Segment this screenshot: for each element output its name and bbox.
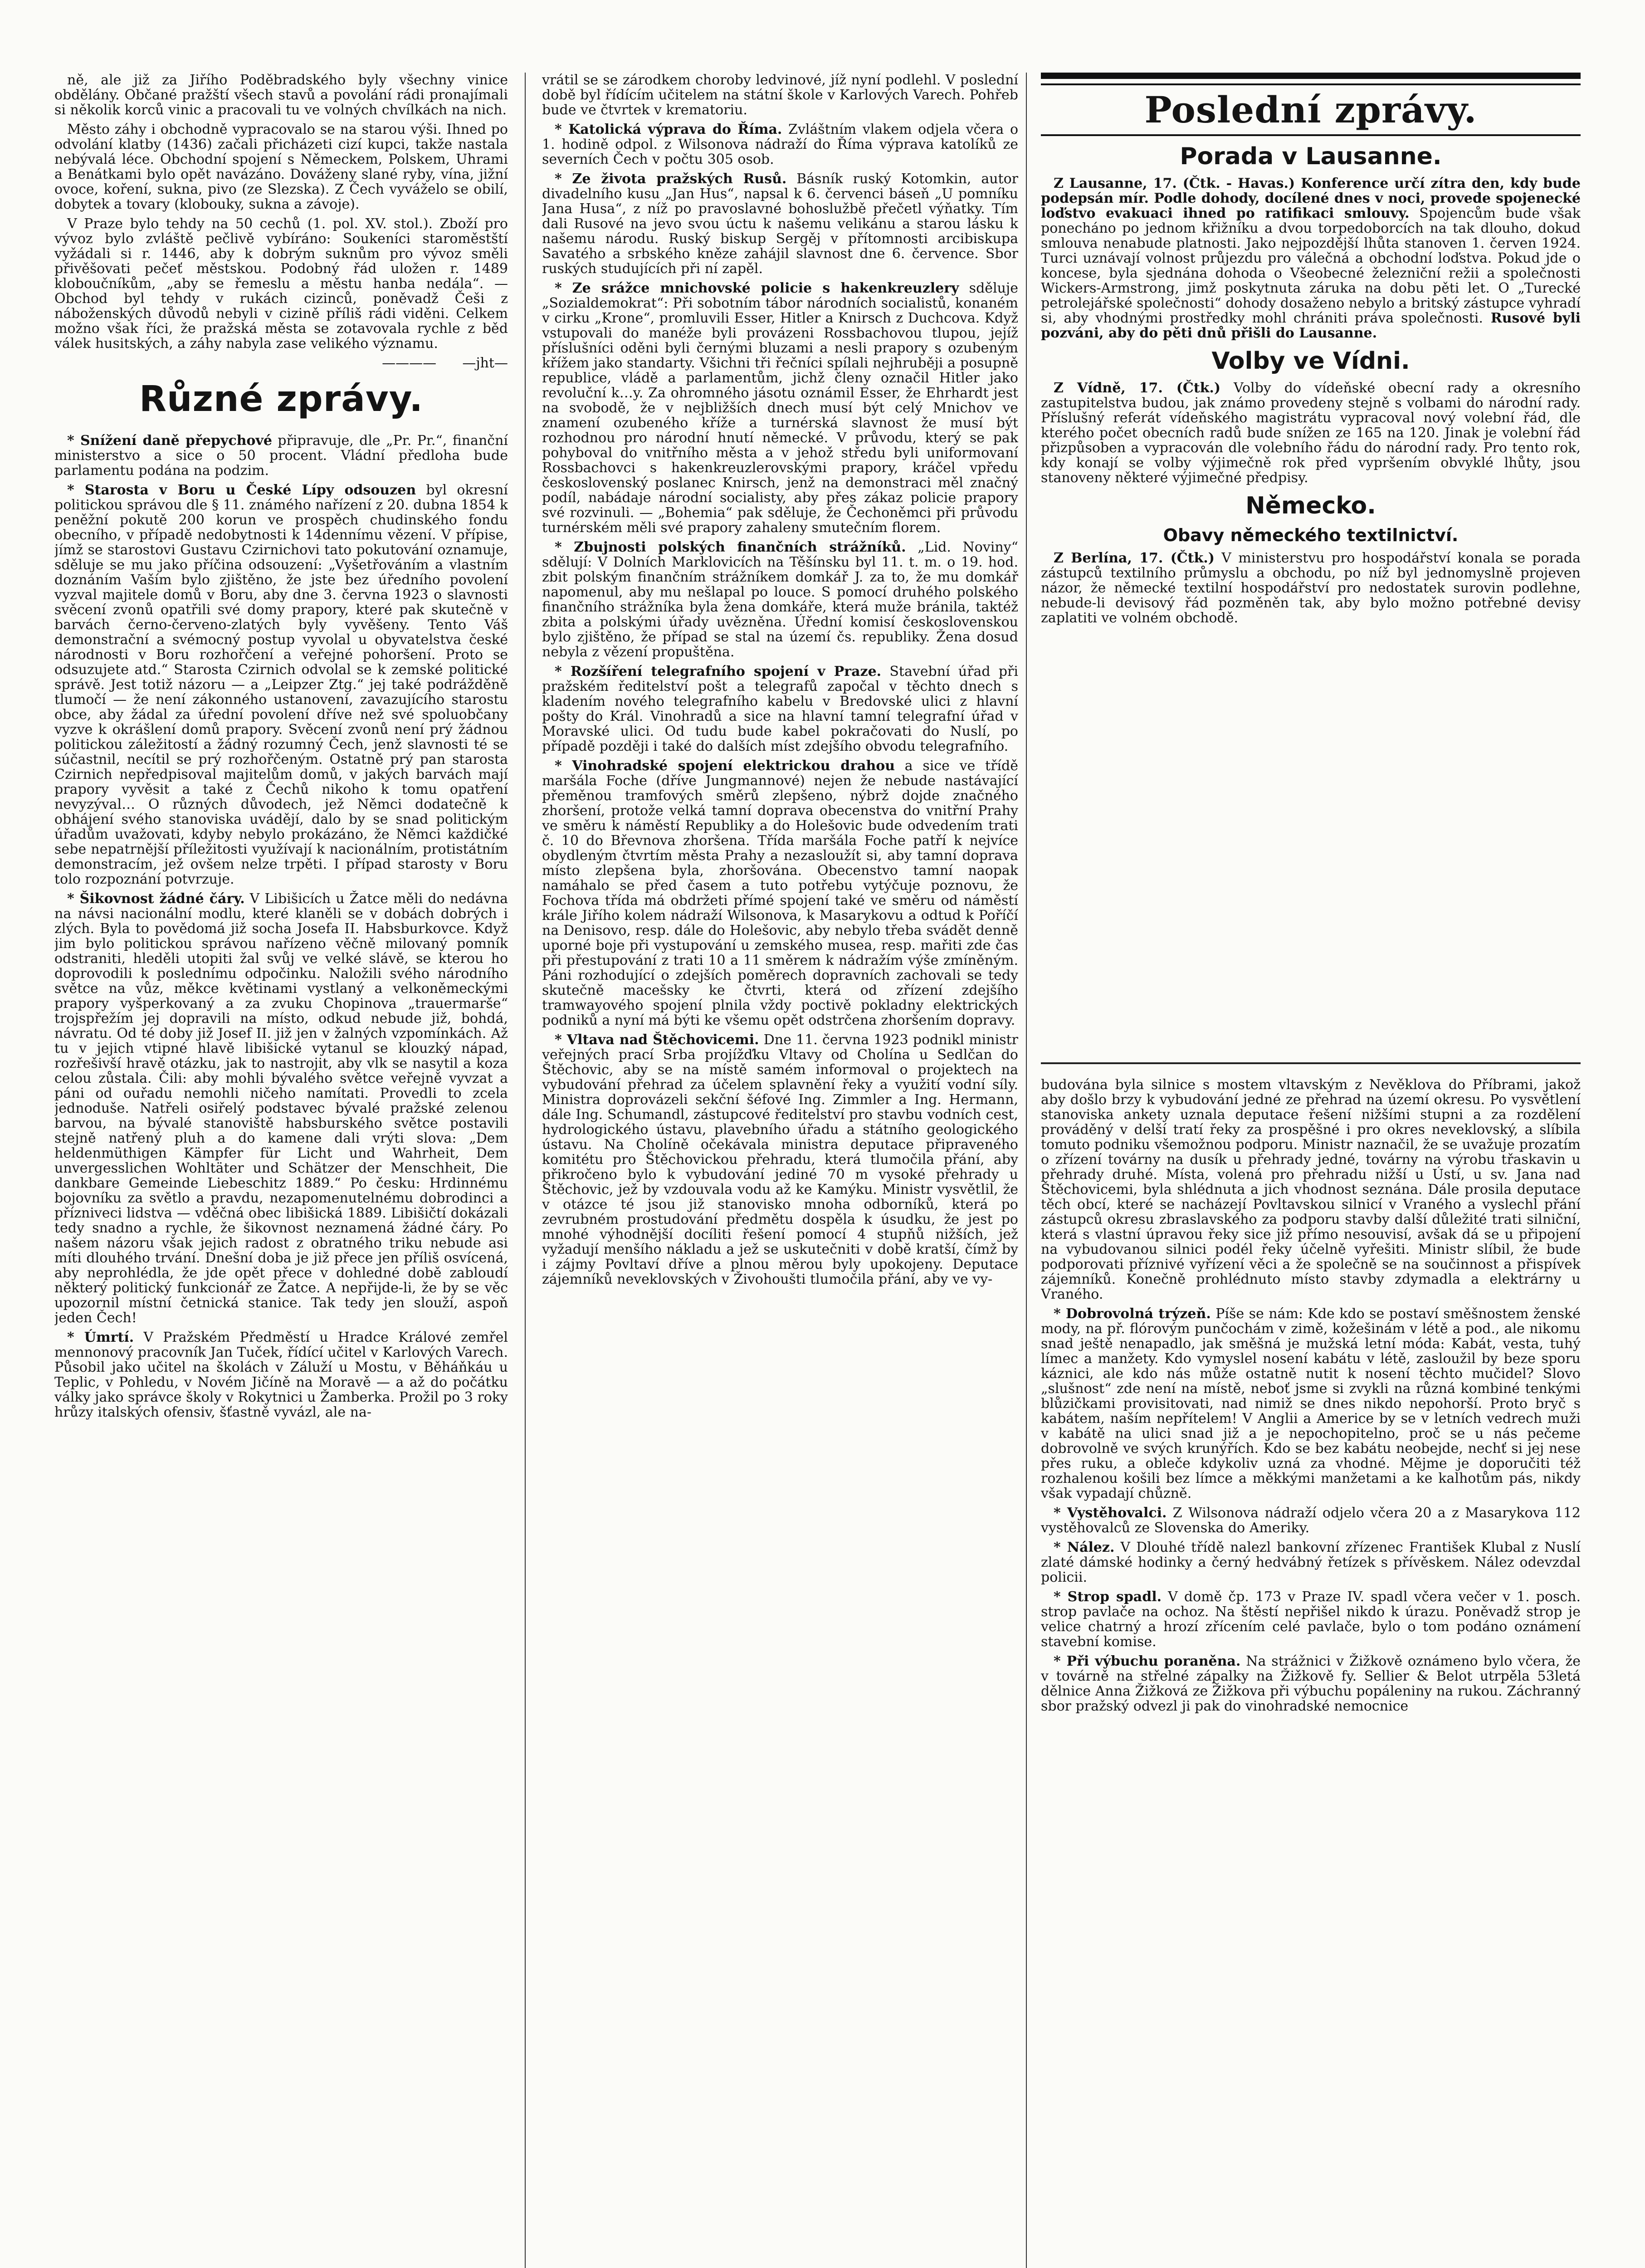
dispatch-text: Volby do vídeňské obecní rady a okresního zastupitelstva budou, jak známo provedeny stejně s volbami do národní rady. Příslušný referát vídeňského magistrátu vypracoval nový volební řád, dle kterého počet obecních radů bude snížen ze 165 na 120. Jinak je volební řád přizpůsoben a vypracován dle volebního řádu do národní rady. Pro tento rok, kdy konají se volby výjimečně rok před vypršením obvyklé lhůty, jsou stanoveny některé výjimečné předpisy. <box>1041 380 1581 486</box>
news-item-lead: * Dobrovolná trýzeň. <box>1054 1306 1211 1322</box>
news-item-text: Na strážnici v Žižkově oznámeno bylo včera, že v továrně na střelné zápalky na Žižkově fy. Sellier & Belot utrpěla 53letá dělnice Anna Žižková ze Žižkova při výbuchu popáleniny na rukou. Záchranný sbor pražský odvezl ji pak do vinohradské nemocnice <box>1041 1653 1581 1714</box>
history-paragraph: V Praze bylo tehdy na 50 cechů (1. pol. XV. stol.). Zboží pro vývoz bylo zvláště pečlivě vybíráno: Soukeníci staroměstští vyžádali si r. 1446, aby k dobrým suknům pro vývoz směli přivěšovati pečeť městskou. Podobný řád uložen r. 1489 kloboučníkům, „aby se řemeslu a městu hanba nedála“. — Obchod byl tehdy v rukách cizinců, poněvadž Češi z náboženských důvodů nebyli v cizině příliš rádi viděni. Celkem možno však říci, že pražská města se zotavovala rychle z běd válek husitských, a záhy nabyla zase velikého významu. <box>54 216 508 352</box>
news-item-text: byl okresní politickou správou dle § 11. známého nařízení z 20. dubna 1854 k peněžní pokutě 200 korun ve prospěch chudinského fondu obecního, v případě nedobytnosti k 14dennímu vězení. V přípise, jímž se starostovi Gustavu Czirnichovi tato pokutování oznamuje, sděluje se mu jako příčina odsouzení: „Vyšetřováním a vlastním doznáním Vaším bylo zjištěno, že jste bez úředního povolení vyzval majitele domů v Boru, aby dne 3. června 1923 o slavnosti svěcení zvonů opatřili své domy prapory, které pak skutečně v barvách černo-červeno-zlatých byly vyvěšeny. Tento Váš demonstrační a svémocný postup vyvolal u obyvatelstva české národnosti v Boru rozhořčení a veřejné pohoršení. Proto se odsuzujete atd.“ Starosta Czirnich odvolal se k zemské politické správě. Jest totiž názoru — a „Leipzer Ztg.“ jej také podrážděně tlumočí — že není zákonného ustanovení, zavazujícího starostu obce, aby žádal za úřední povolení dříve než své spoluobčany vyzve k okrášlení domů prapory. Svěcení zvonů není prý žádnou politickou záležitostí a žádný rozumný Čech, jenž slavnosti té se súčastnil, necítil se prý rozhořčeným. Ostatně prý pan starosta Czirnich nepředpisoval majitelům domů, v jakých barvách mají prapory vyvěsit a také z Čechů nikoho k tomu opatření nevyzýval… O různých důvodech, jež Němci dodatečně k obhájení svého stanoviska uvádějí, dalo by se snad politickým úřadům uvažovati, kdyby nebylo prokázáno, že Němci každičké sebe nepatrnější příležitosti využívají k nacionálním, protistátním demonstracím, jež ovšem nelze trpěti. I případ starosty v Boru tolo rozpoznání potvrzuje. <box>54 482 508 887</box>
dispatch-bold-text: Konference určí zítra den, kdy bude podepsán mír. Podle dohody, docílené dnes v noci, provede spojenecké loďstvo evakuaci ihned po ratifikaci smlouvy. <box>1041 176 1581 221</box>
news-item <box>542 758 1018 1028</box>
news-item-lead: * Katolická výprava do Říma. <box>555 122 782 137</box>
news-item <box>542 540 1018 660</box>
news-item-lead: * Úmrtí. <box>67 1330 134 1345</box>
masthead-underline <box>1041 134 1581 136</box>
news-item-lead: * Ze srážce mnichovské policie s hakenkreuzlery <box>555 280 959 296</box>
latest-news-masthead: Poslední zprávy. <box>1144 88 1477 131</box>
news-item-text: Píše se nám: Kde kdo se postaví směšnostem ženské mody, na př. flórovým punčochám v zimě, kožešinám v létě a pod., ale nikomu snad ještě nenapadlo, jak směšná je mužská letní móda: Kabát, vesta, tuhý límec a manžety. Kdo vymyslel nosení kabátu v létě, zasloužil by beze sporu káznici, ale kdo nás může ostatně nutit k nosení těchto mučidel? Slovo „slušnost“ zde není na místě, neboť jsme si zvykli na různá kombiné tenkými blůzičkami provisitovati, nad nimiž se dnes nikdo nepohorší. Proto bryč s kabátem, naším nepřítelem! V Anglii a Americe by se v letních vedrech muži v kabátě na ulici snad již a je nepochopitelno, proč se u nás pečeme dobrovolně ve svých krunýřích. Kdo se bez kabátu neobejde, nechť si jej nese přes ruku, a obleče kdykoliv uzná za vhodné. Mějme je doporučiti též rozhalenou košili bez límce a měkkými manžetami a ke kalhotům pás, nikdy však vypadají chůzně. <box>1041 1306 1581 1501</box>
news-item-text: a sice ve třídě maršála Foche (dříve Jungmannové) nejen že nebude nastávající přeměnou tramfových směrů zlepšeno, nýbrž dojde značného zhoršení, protože velká tamní doprava obecenstva do vnitřní Prahy ve směru k náměstí Republiky a do Holešovic bude odvedením trati č. 10 do Břevnova zhoršena. Třída maršála Foche patří k nejvíce obydleným čtvrtím města Prahy a nezasloužít si, aby tamní doprava místo zlepšena byla, zhoršována. Obecenstvo tamní naopak namáhalo se před časem a tuto potřebu vytýčuje poznovu, že Fochova třída má obdržeti přímé spojení také ve směru od náměstí krále Jiřího kolem nádraží Wilsonova, k Masarykovu a odtud k Poříčí na Denisovo, resp. dále do Holešovic, aby nebylo třeba svádět denně uporné boje při vystupování u zemského musea, resp. mařiti zde čas při přestupování z trati 10 a 11 směrem k nádražím výše zmíněným. Páni rozhodující o zdejších poměrech dopravních zachovali se tedy skutečně macešsky ke čtvrti, která od zřízení zdejšího tramwayového spojení plnila vždy poctivě pokladny elektrických podniků a nyní má býti ke všemu opět odstrčena zhoršením dopravy. <box>542 758 1018 1028</box>
column-1 <box>54 73 508 2268</box>
news-item <box>1041 1654 1581 1714</box>
continued-text: budována byla silnice s mostem vltavským z Nevěklova do Příbrami, jakož aby došlo brzy k vybudování jedné ze přehrad na území okresu. Po vysvětlení stanoviska ankety uznala deputace řešení nižšími stupni a za rozdělení prováděný v delší tratí řeky za prospěšné i pro okres neveklovský, a slíbila tomuto podniku všemožnou podporu. Ministr naznačil, že se uvažuje prozatím o zřízení továrny na dusík u přehrady jedné, továrny na výrobu třaskavin u přehrady druhé. Místa, volená pro přehradu nižší u Ústí, u sv. Jana nad Štěchovicemi, byla shlédnuta a jich vhodnost seznána. Dále prosila deputace těch obcí, které se nacházejí Povltavskou silnicí v Vraného a vyslechl přání zástupců okresu zbraslavského za podporu stavby další důležité trati silniční, která s vlastní úpravou řeky sice již přímo nesouvisí, avšak dá se u připojení na vybudovanou silnici podél řeky účelně vyřešiti. Ministr slíbil, že bude podporovati příznivé vyřízení věci a že společně se na součinnost a přispívek zájemníků. Konečně prohlédnuto místo stavby zdymadla a elektrárny u Vraného. <box>1041 1077 1581 1302</box>
dispatch-bold-text: Rusové byli pozváni, aby do pěti dnů přišli do Lausanne. <box>1041 310 1581 341</box>
dispatch-dateline: Z Vídně, 17. (Čtk.) <box>1054 380 1221 396</box>
news-item-text: Z Wilsonova nádraží odjelo včera 20 a z Masarykova 112 vystěhovalců ze Slovenska do Ameriky. <box>1041 1505 1581 1536</box>
news-item-text: Stavební úřad při pražském ředitelství pošt a telegrafů započal v těchto dnech s kladením nového telegrafního kabelu v Bredovské ulici z hlavní pošty do Král. Vinohradů a sice na hlavní tamní telegrafní úřad v Moravské ulici. Od tudu bude kabel pokračovati do Nuslí, po případě později i také do dalších míst zdejšího obvodu telegrafního. <box>542 664 1018 754</box>
history-paragraph: ně, ale již za Jiřího Poděbradského byly všechny vinice obdělány. Občané pražští všech stavů a povolání rádi pronajímali si několik korců vinic a pracovali tu ve volných chvílkách na nich. <box>54 73 508 118</box>
news-item <box>542 664 1018 754</box>
masthead-rule <box>1041 73 1581 85</box>
news-item <box>1041 1505 1581 1535</box>
article-signature-line <box>54 356 508 371</box>
news-item <box>54 1330 508 1420</box>
headline-vienna: Volby ve Vídni. <box>1211 347 1410 375</box>
column-divider <box>1026 73 1027 2268</box>
news-item <box>1041 1540 1581 1585</box>
news-item-lead: * Vystěhovalci. <box>1054 1505 1167 1521</box>
news-item <box>542 122 1018 167</box>
separator: ———— <box>382 355 437 371</box>
author-signature: —jht— <box>462 355 508 371</box>
news-item-text: V domě čp. 173 v Praze IV. spadl včera večer v 1. posch. strop pavlače na ochoz. Na štěstí nepřišel nikdo k úrazu. Poněvadž strop je velice chatrný a hrozí zřícením celé pavlače, bylo o tom podáno oznámení stavební komise. <box>1041 1589 1581 1650</box>
news-item-text: připravuje, dle „Pr. Pr.“, finanční ministerstvo a sice o 50 procent. Vládní předloha bude parlamentu podána na podzim. <box>54 433 508 479</box>
news-item-lead: * Vinohradské spojení elektrickou drahou <box>555 758 895 774</box>
dispatch-dateline: Z Berlína, 17. (Čtk.) <box>1054 550 1215 566</box>
news-item-lead: * Rozšíření telegrafního spojení v Praze. <box>555 664 882 679</box>
news-item-lead: * Ze života pražských Rusů. <box>555 171 787 187</box>
news-item <box>54 891 508 1325</box>
news-item-text: Zvláštním vlakem odjela včera o 1. hodině odpol. z Wilsonova nádraží do Říma výprava katolíků ze severních Čech v počtu 305 osob. <box>542 122 1018 167</box>
news-item-lead: * Při výbuchu poraněna. <box>1054 1653 1241 1669</box>
newspaper-page <box>54 73 1596 2268</box>
dispatch-lausanne <box>1041 176 1581 341</box>
news-item-lead: * Šikovnost žádné čáry. <box>67 891 245 907</box>
news-item-text: „Lid. Noviny“ sdělují: V Dolních Marklovicích na Těšínsku byl 11. t. m. o 19. hod. zbit polským finančním strážníkem domkář J. za to, že mu domkář napomenul, aby mu nešlapal po louce. S pomocí druhého polského finančního strážníka byla žena domkáře, která muže bránila, taktéž zbita a polskými úřady uvězněna. Úřední komisí československou bylo zjištěno, že případ se stal na území čs. republiky. Žena dosud nebyla z vězení propuštěna. <box>542 539 1018 660</box>
news-item-text: V Libišicích u Žatce měli do nedávna na návsi nacionální modlu, které klaněli se v dobách dobrých i zlých. Byla to povědomá již socha Josefa II. Habsburkovce. Když jim bylo politickou správou nařízeno věčně milovaný pomník odstraniti, hleděli utopiti žal svůj ve velké slávě, se kterou ho doprovodili k poslednímu odpočinku. Naložili svého národního světce na vůz, měkce květinami vystlaný a velkoněmeckými prapory vyšperkovaný a za zvuku Chopinova „trauermarše“ trojspřežím jej dopravili na místo, odkud nebude již, bohdá, návratu. Od té doby již Josef II. již jen v žalných vzpomínkách. Až tu v jejich vtipné hlavě libišické vytanul se klouzký nápad, rozřešivší hravě otázku, jak to nastrojit, aby vlk se nasytil a koza celou zůstala. Čili: aby mohli bývalého světce veřejně vyvzat a páni od ouřadu nemohli ničeho namítati. Provedli to zcela jednoduše. Natřeli osiřelý podstavec bývalé pražské zelenou barvou, na bývalé stanoviště habsburského světce postavili stejně natřený pluh a do kamene dali vrýti slova: „Dem heldenmüthigen Kämpfer für Licht und Wahrheit, Dem unvergesslichen Wohltäter und Schätzer der Menschheit, Die dankbare Gemeinde Liebeschitz 1889.“ Po česku: Hrdinnému bojovníku za světlo a pravdu, nezapomenutelnému dobrodinci a přízniveci lidstva — vděčná obec libišická 1889. Libišičtí dokázali tedy snadno a rychle, že šikovnost neznamená žádné čáry. Po našem názoru však jejich radost z obratného triku nebude asi míti dlouhého trvání. Dnešní doba je již přece jen příliš osvícená, aby neprohlédla, že jde opět přece v dohledné době zabloudí některý politický funkcionář ze Žatce. A nepřijde-li, že by se věc upozornil místní četnická stanice. Tak tedy jen slouží, aspoň jeden Čech! <box>54 891 508 1326</box>
dispatch-vienna <box>1041 381 1581 485</box>
column-2 <box>542 73 1018 2268</box>
news-item <box>542 171 1018 276</box>
news-item-lead: * Starosta v Boru u České Lípy odsouzen <box>67 482 416 498</box>
news-item <box>542 1032 1018 1287</box>
news-item-lead: * Vltava nad Štěchovicemi. <box>555 1032 759 1048</box>
subheadline-germany: Obavy německého textilnictví. <box>1163 525 1459 545</box>
news-item-text: sděluje „Sozialdemokrat“: Při sobotním tábor národních socialistů, konaném v cirku „Krone“, promluvili Esser, Hitler a Knirsch z Duchcova. Když vstupovali do manéže byli provázeni Rossbachovou tlupou, jejíž příslušníci oděni byli černými bluzami a nesli prapory s ozubeným křížem jako standarty. Všichni tři řečníci spílali nejhruběji a posupně republice, vládě a parlamentům, jichž členy označil Hitler jako revoluční k…y. Za ohromného jásotu oznámil Esser, že Ehrhardt jest na svobodě, že v nejbližších dnech musí být celý Mnichov ve znamení ozubeného kříže a turnérská slavnost že musí být rozhodnou pro národní hnutí německé. V průvodu, který se pak pohyboval do vnitřního města a v jehož středu byli uniformovaní Rossbachovci s hakenkreuzlerovskými prapory, kráčel vpředu československý poslanec Knirsch, jenž na demonstraci měl značný podíl, nabádaje národní socialisty, aby přes zákaz policie prapory své rozvinuli. — „Bohemia“ pak sděluje, že Čechoněmci při průvodu turnérském měli své prapory zahaleny smutečním florem. <box>542 280 1018 536</box>
news-item <box>54 433 508 478</box>
news-item <box>542 281 1018 535</box>
headline-germany: Německo. <box>1245 492 1376 519</box>
latest-news-bottom-rule <box>1041 1062 1581 1064</box>
news-item-text: Dne 11. června 1923 podnikl ministr veřejných prací Srba projížďku Vltavy od Cholína u Sedlčan do Štěchovic, aby se na místě samém informoval o projektech na vybudování přehrad za účelem splavnění řeky a využití vodní síly. Ministra doprovázeli sekční šéfové Ing. Zimmler a Ing. Hermann, dále Ing. Schumandl, zástupcové ředitelství pro stavbu vodních cest, hydrologického ústavu, plavebního úřadu a státního geologického ústavu. Na Cholíně očekávala ministra deputace připraveného komitétu pro Štěchovickou přehradu, která tlumočila přání, aby přikročeno bylo k vybudování jediné 70 m vysoké přehrady u Štěchovic, jež by vzdouvala vodu až ke Kamýku. Ministr vysvětlil, že v otázce té jsou již stanovisko mnoha odborníků, která po zevrubném prostudování předmětu dospěla k úsudku, že jest po mnohé výhodnější docíliti řešení pomocí 4 stupňů nižších, jež vyžadují menšího nákladu a jež se uskutečniti v době kratší, čímž by i zájmy Povltaví dříve a plnou měrou byly upokojeny. Deputace zájemníků neveklovských v Živohoušti tlumočila přání, aby ve vy- <box>542 1032 1018 1287</box>
news-item-lead: * Zbujnosti polských finančních strážníků. <box>555 539 906 555</box>
continued-text: vrátil se se zárodkem choroby ledvinové, jíž nyní podlehl. V poslední době byl řídícím učitelem na státní škole v Karlových Varech. Pohřeb bude ve čtvrtek v krematoriu. <box>542 73 1018 118</box>
dispatch-germany <box>1041 551 1581 626</box>
news-item-text: V Pražském Předměstí u Hradce Králové zemřel mennonový pracovník Jan Tuček, řídící učitel v Karlových Varech. Působil jako učitel na školách v Záluží u Mostu, v Běháňkáu u Teplic, v Pohledu, v Novém Jičíně na Moravě — a až do počátku války jako správce školy v Rokytnici u Žamberka. Prožil po 3 roky hrůzy italských ofensiv, šťastně vyvázl, ale na- <box>54 1330 508 1420</box>
news-item-lead: * Nález. <box>1054 1540 1115 1555</box>
dispatch-text: V ministerstvu pro hospodářství konala se porada zástupců textilního průmyslu a obchodu, po níž byl jednomyslně projeven názor, že německé textilní hospodářství pro nedostatek surovin podlehne, nebude-li devisový řád pozměněn tak, aby bylo možno potřebné devisy zaplatiti ve volném obchodě. <box>1041 550 1581 626</box>
news-item-lead: * Strop spadl. <box>1054 1589 1162 1605</box>
history-paragraph: Město záhy i obchodně vypracovalo se na starou výši. Ihned po odvolání klatby (1436) začali přicházeti cizí kupci, takže nastala nebývalá léce. Obchodní spojení s Německem, Polskem, Uhrami a Benátkami bylo opět navázáno. Dováženy slané ryby, vína, jižní ovoce, koření, sukna, pivo (ze Slezska). Z Čech vyváželo se obilí, dobytek a tovary (klobouky, sukna a závoje). <box>54 122 508 212</box>
latest-news-box <box>1041 73 1581 1052</box>
section-title: Různé zprávy. <box>139 379 424 420</box>
headline-lausanne: Porada v Lausanne. <box>1180 143 1442 170</box>
news-item <box>54 483 508 887</box>
news-item <box>1041 1589 1581 1649</box>
dispatch-dateline: Z Lausanne, 17. (Čtk. - Havas.) <box>1054 176 1295 191</box>
dispatch-text: Spojencům bude však ponecháno po jednom křižníku a dvou torpedoborcích na tak dlouho, dokud smlouva nenabude platnosti. Jako nejpozdější lhůta stanoven 1. červen 1924. Turci uznávají volnost průjezdu pro válečná a obchodní loďstva. Pokud jde o koncese, byla sjednána dohoda o Všeobecné železniční režii a společnosti Wickers-Armstrong, jimž poskytnuta záruka na dobu pěti let. O „Turecké petrolejářské společnosti“ dohody dosaženo nebylo a britský zástupce vyhradí si, aby vhodnými prostředky mohl chrániti práva společnosti. <box>1041 205 1581 326</box>
news-item <box>1041 1306 1581 1501</box>
news-item-text: Básník ruský Kotomkin, autor divadelního kusu „Jan Hus“, napsal k 6. červenci báseň „U pomníku Jana Husa“, z níž po pravoslavné bohoslužbě přečetl výňatky. Tím dali Rusové na jevo svou úctu k našemu velikánu a starou lásku k našemu národu. Ruský biskup Sergěj v přítomnosti arcibiskupa Savatého a srbského kněze zahájil slavnost dne 6. července. Sbor ruských studujících při ní zapěl. <box>542 171 1018 277</box>
news-item-lead: * Snížení daně přepychové <box>67 433 272 449</box>
column-3-continued <box>1041 1077 1581 2268</box>
news-item-text: V Dlouhé třídě nalezl bankovní zřízenec František Klubal z Nuslí zlaté dámské hodinky a černý hedvábný řetízek s přívěskem. Nález odevzdal policii. <box>1041 1540 1581 1585</box>
column-divider <box>525 73 526 2268</box>
